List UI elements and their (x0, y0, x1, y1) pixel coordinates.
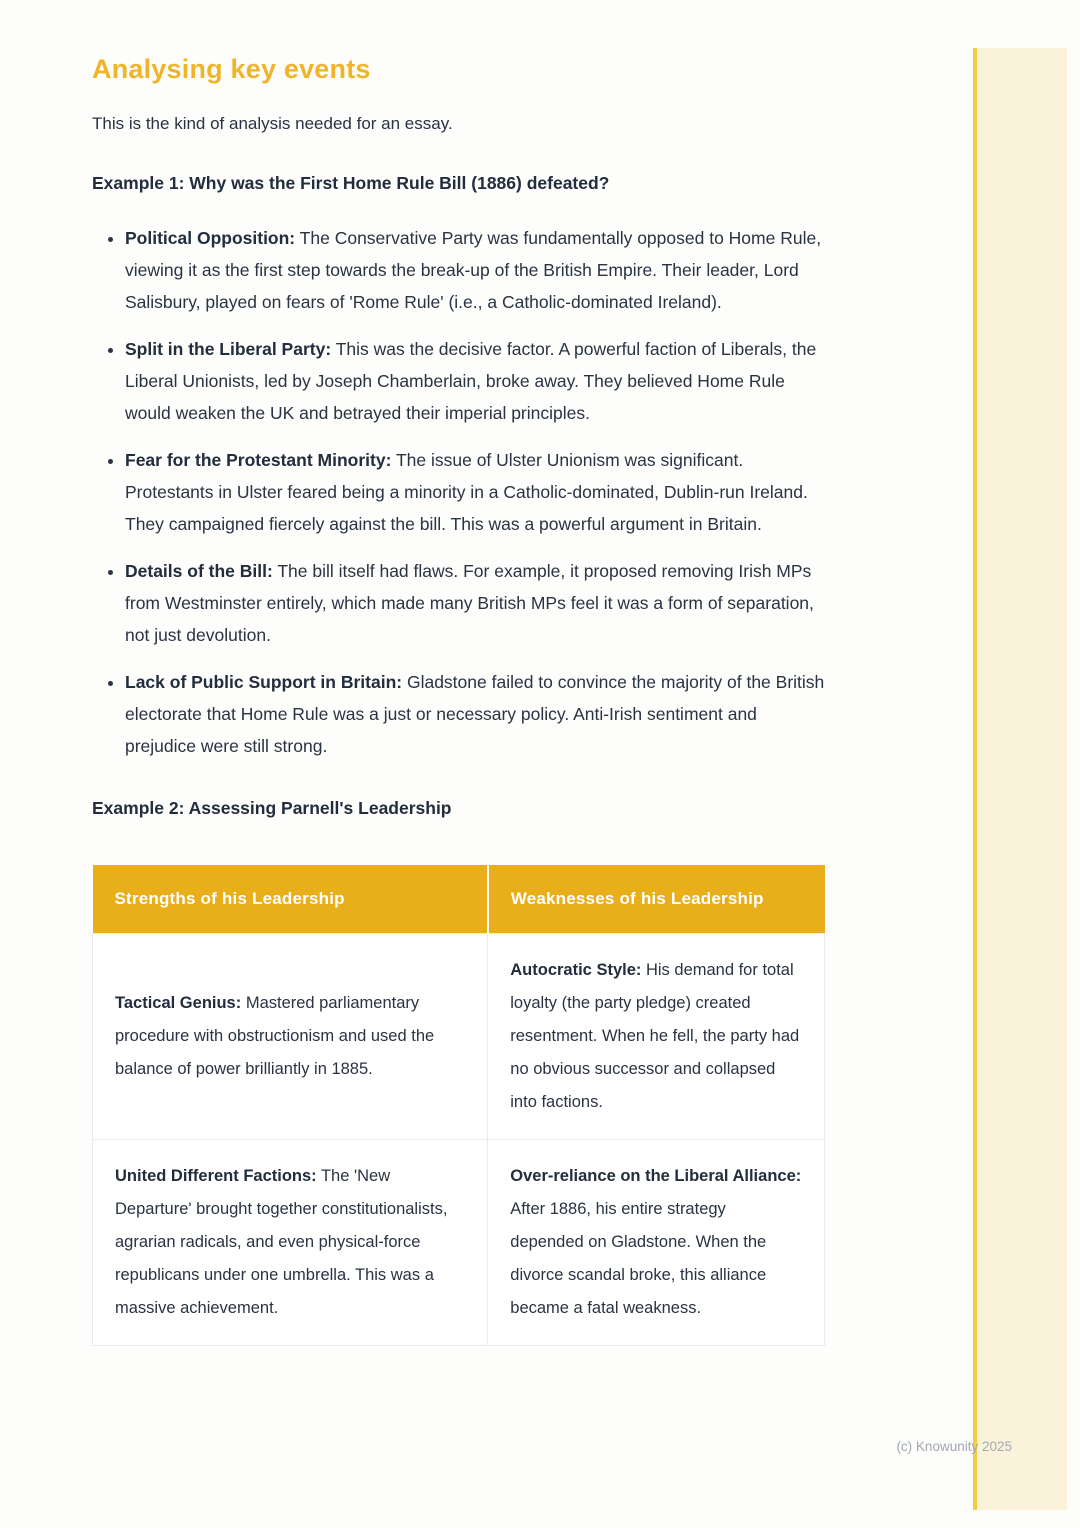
table-body (93, 934, 825, 1346)
bullet-lead: Political Opposition: (125, 228, 296, 248)
table-header-row (93, 865, 825, 934)
cell-autocratic-style (488, 934, 825, 1140)
cell-text: The 'New Departure' brought together constitutionalists, agrarian radicals, and even physical-force republicans under one umbrella. This was a massive achievement. (115, 1167, 448, 1317)
page-margin-band (973, 48, 1067, 1510)
cell-united-factions (93, 1140, 488, 1346)
bullet-text: The bill itself had flaws. For example, it proposed removing Irish MPs from Westminster entirely, which made many British MPs feel it was a form of separation, not just devolution. (125, 561, 814, 645)
cell-text: Mastered parliamentary procedure with obstructionism and used the balance of power brilliantly in 1885. (115, 994, 435, 1078)
copyright-watermark: (c) Knowunity 2025 (896, 1439, 1012, 1454)
bullet-lead: Details of the Bill: (125, 561, 273, 581)
example1-bullet-list (92, 222, 827, 762)
bullet-text: The Conservative Party was fundamentally opposed to Home Rule, viewing it as the first step towards the break-up of the British Empire. Their leader, Lord Salisbury, played on fears of 'Rome Rule' (i.e., a Catholic-dominated Ireland). (125, 228, 822, 312)
cell-lead: United Different Factions: (115, 1167, 317, 1185)
column-header-strengths: Strengths of his Leadership (93, 865, 488, 934)
table-row (93, 1140, 825, 1346)
cell-tactical-genius (93, 934, 488, 1140)
cell-lead: Autocratic Style: (510, 961, 642, 979)
parnell-leadership-table (92, 865, 825, 1346)
example1-heading: Example 1: Why was the First Home Rule Bill (1886) defeated? (92, 173, 610, 193)
document-inner (92, 54, 827, 1346)
table-head (93, 865, 825, 934)
bullet-split-liberal-party (125, 333, 827, 429)
bullet-lead: Fear for the Protestant Minority: (125, 450, 392, 470)
cell-text: His demand for total loyalty (the party pledge) created resentment. When he fell, the party had no obvious successor and collapsed into factions. (510, 961, 800, 1111)
cell-lead: Tactical Genius: (115, 994, 242, 1012)
bullet-text: Gladstone failed to convince the majority of the British electorate that Home Rule was a just or necessary policy. Anti-Irish sentiment and prejudice were still strong. (125, 672, 825, 756)
column-header-weaknesses: Weaknesses of his Leadership (488, 865, 825, 934)
bullet-political-opposition (125, 222, 827, 318)
bullet-text: This was the decisive factor. A powerful faction of Liberals, the Liberal Unionists, led by Joseph Chamberlain, broke away. They believed Home Rule would weaken the UK and betrayed their imperial principles. (125, 339, 817, 423)
cell-over-reliance-liberal (488, 1140, 825, 1346)
bullet-fear-protestant-minority (125, 444, 827, 540)
bullet-text: The issue of Ulster Unionism was significant. Protestants in Ulster feared being a minority in a Catholic-dominated, Dublin-run Ireland. They campaigned fiercely against the bill. This was a powerful argument in Britain. (125, 450, 808, 534)
bullet-lack-public-support (125, 666, 827, 762)
cell-lead: Over-reliance on the Liberal Alliance: (510, 1167, 802, 1185)
example2-heading: Example 2: Assessing Parnell's Leadership (92, 798, 452, 818)
bullet-lead: Split in the Liberal Party: (125, 339, 332, 359)
bullet-lead: Lack of Public Support in Britain: (125, 672, 403, 692)
bullet-details-of-bill (125, 555, 827, 651)
page-title: Analysing key events (92, 54, 371, 84)
intro-text: This is the kind of analysis needed for an essay. (92, 114, 453, 133)
cell-text: After 1886, his entire strategy depended on Gladstone. When the divorce scandal broke, this alliance became a fatal weakness. (510, 1200, 767, 1317)
table-row (93, 934, 825, 1140)
